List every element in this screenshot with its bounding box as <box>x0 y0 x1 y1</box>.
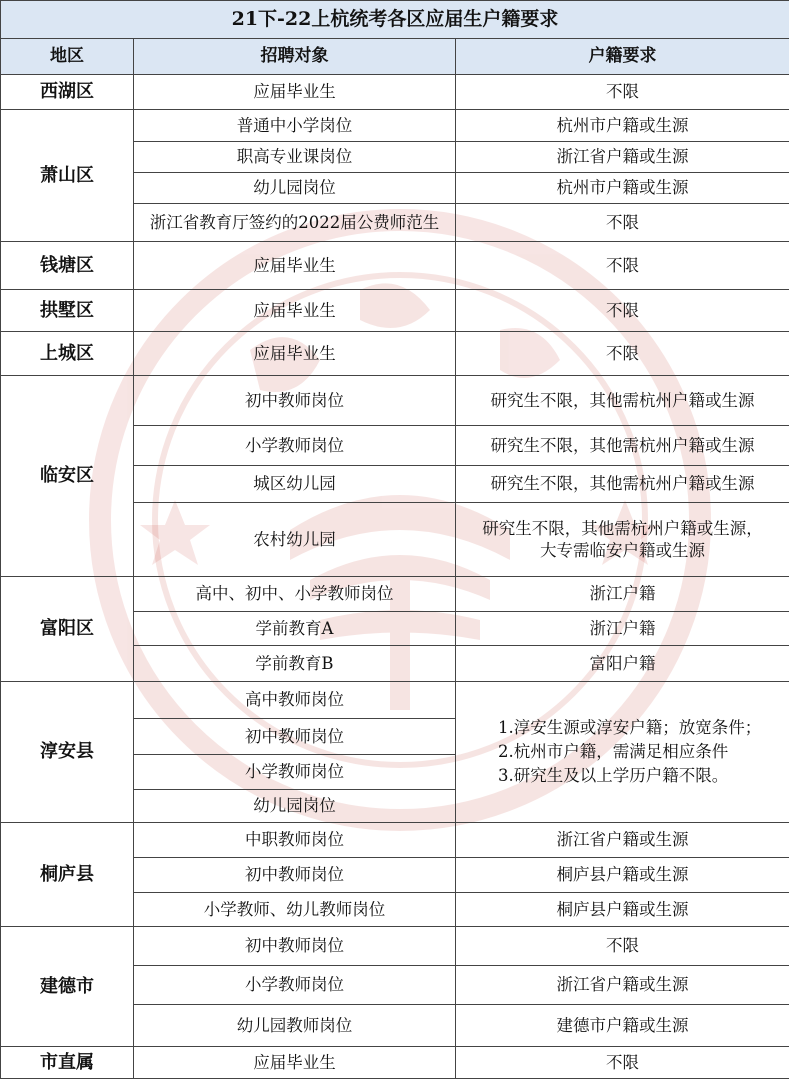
requirement-cell: 研究生不限，其他需杭州户籍或生源 <box>456 466 789 503</box>
target-cell: 小学教师岗位 <box>134 755 456 790</box>
requirement-cell: 不限 <box>456 75 789 110</box>
requirement-cell: 研究生不限，其他需杭州户籍或生源 <box>456 376 789 426</box>
target-cell: 农村幼儿园 <box>134 503 456 577</box>
requirement-line: 3.研究生及以上学历户籍不限。 <box>498 764 785 788</box>
target-cell: 初中教师岗位 <box>134 376 456 426</box>
requirement-cell: 不限 <box>456 1047 789 1079</box>
target-cell: 小学教师岗位 <box>134 426 456 466</box>
header-target: 招聘对象 <box>134 39 456 75</box>
target-cell: 应届毕业生 <box>134 242 456 290</box>
target-cell: 应届毕业生 <box>134 332 456 376</box>
requirement-cell: 桐庐县户籍或生源 <box>456 893 789 927</box>
requirement-cell: 研究生不限，其他需杭州户籍或生源 <box>456 426 789 466</box>
table-title: 21下-22上杭统考各区应届生户籍要求 <box>1 1 789 39</box>
target-cell: 普通中小学岗位 <box>134 110 456 142</box>
region-cell: 市直属 <box>1 1047 134 1079</box>
requirement-cell: 富阳户籍 <box>456 646 789 682</box>
requirement-cell: 浙江户籍 <box>456 577 789 612</box>
requirement-line: 1.淳安生源或淳安户籍；放宽条件； <box>498 716 785 740</box>
target-cell: 浙江省教育厅签约的2022届公费师范生 <box>134 204 456 242</box>
target-cell: 高中教师岗位 <box>134 682 456 719</box>
requirement-cell: 不限 <box>456 242 789 290</box>
requirement-cell: 浙江省户籍或生源 <box>456 142 789 173</box>
target-cell: 应届毕业生 <box>134 1047 456 1079</box>
table-row <box>1 290 789 332</box>
table-row <box>1 682 789 719</box>
region-cell: 拱墅区 <box>1 290 134 332</box>
region-cell: 萧山区 <box>1 110 134 242</box>
region-cell: 钱塘区 <box>1 242 134 290</box>
target-cell: 初中教师岗位 <box>134 858 456 893</box>
target-cell: 幼儿园教师岗位 <box>134 1005 456 1047</box>
table-row <box>1 577 789 612</box>
header-requirement: 户籍要求 <box>456 39 789 75</box>
target-cell: 小学教师岗位 <box>134 966 456 1005</box>
table-row <box>1 376 789 426</box>
title-row <box>1 1 789 39</box>
requirement-line: 大专需临安户籍或生源 <box>460 540 785 561</box>
table-row <box>1 1047 789 1079</box>
region-cell: 桐庐县 <box>1 823 134 927</box>
target-cell: 初中教师岗位 <box>134 927 456 966</box>
table-row <box>1 75 789 110</box>
target-cell: 小学教师、幼儿教师岗位 <box>134 893 456 927</box>
requirement-line: 2.杭州市户籍，需满足相应条件 <box>498 740 785 764</box>
requirement-cell: 不限 <box>456 332 789 376</box>
target-cell: 应届毕业生 <box>134 75 456 110</box>
requirement-cell: 不限 <box>456 290 789 332</box>
target-cell: 幼儿园岗位 <box>134 173 456 204</box>
requirement-cell: 浙江户籍 <box>456 612 789 646</box>
target-cell: 应届毕业生 <box>134 290 456 332</box>
requirement-cell: 杭州市户籍或生源 <box>456 173 789 204</box>
target-cell: 初中教师岗位 <box>134 719 456 755</box>
header-region: 地区 <box>1 39 134 75</box>
region-cell: 建德市 <box>1 927 134 1047</box>
target-cell: 学前教育B <box>134 646 456 682</box>
header-row <box>1 39 789 75</box>
requirement-note-cell <box>456 682 789 823</box>
requirement-cell: 浙江省户籍或生源 <box>456 823 789 858</box>
target-cell: 高中、初中、小学教师岗位 <box>134 577 456 612</box>
region-cell: 西湖区 <box>1 75 134 110</box>
requirement-cell: 建德市户籍或生源 <box>456 1005 789 1047</box>
target-cell: 幼儿园岗位 <box>134 790 456 823</box>
region-cell: 临安区 <box>1 376 134 577</box>
requirement-cell: 不限 <box>456 204 789 242</box>
target-cell: 学前教育A <box>134 612 456 646</box>
requirement-cell: 不限 <box>456 927 789 966</box>
requirement-cell: 桐庐县户籍或生源 <box>456 858 789 893</box>
table-row <box>1 823 789 858</box>
table-row <box>1 927 789 966</box>
region-cell: 上城区 <box>1 332 134 376</box>
requirement-cell <box>456 503 789 577</box>
target-cell: 中职教师岗位 <box>134 823 456 858</box>
requirement-cell: 杭州市户籍或生源 <box>456 110 789 142</box>
table-row <box>1 110 789 142</box>
target-cell: 职高专业课岗位 <box>134 142 456 173</box>
target-cell: 城区幼儿园 <box>134 466 456 503</box>
region-cell: 富阳区 <box>1 577 134 682</box>
requirement-line: 研究生不限，其他需杭州户籍或生源， <box>460 518 785 539</box>
requirement-cell: 浙江省户籍或生源 <box>456 966 789 1005</box>
table-row <box>1 242 789 290</box>
region-cell: 淳安县 <box>1 682 134 823</box>
table-row <box>1 332 789 376</box>
